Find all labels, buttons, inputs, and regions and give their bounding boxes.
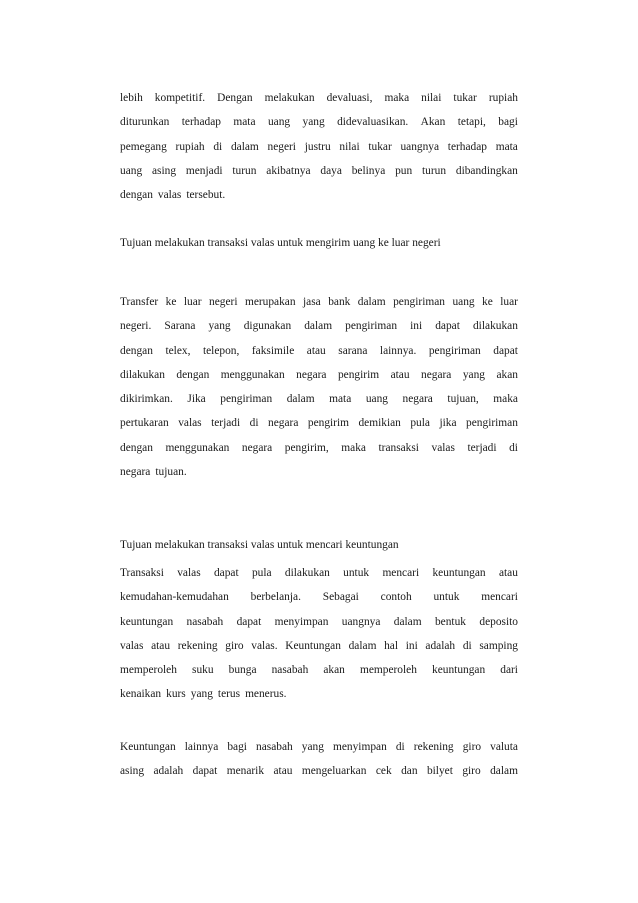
word: di <box>509 441 518 454</box>
word: hal <box>384 639 399 652</box>
paragraph-devaluasi <box>120 86 518 207</box>
word: keuntungan <box>432 567 486 579</box>
heading-mencari-keuntungan: Tujuan melakukan transaksi valas untuk mencari keuntungan <box>120 539 399 551</box>
text-line <box>120 183 518 207</box>
word: dengan <box>176 368 210 381</box>
text-line <box>120 634 518 658</box>
word: contoh <box>380 591 412 604</box>
text-line <box>120 314 518 338</box>
word: nasabah <box>256 741 293 753</box>
word: maka <box>384 92 410 104</box>
word: memperoleh <box>120 664 177 677</box>
word: terjadi <box>467 441 497 454</box>
word: jika <box>439 417 457 430</box>
word: bilyet <box>426 765 453 778</box>
word: rupiah <box>175 140 205 153</box>
word: akan <box>496 368 518 381</box>
word: bagi <box>498 116 518 129</box>
word: negara <box>120 466 151 479</box>
text-line <box>120 585 518 609</box>
word: Keuntungan <box>120 741 176 753</box>
word: uang <box>452 296 475 308</box>
word: maka <box>341 441 366 454</box>
word: tersebut. <box>186 189 226 202</box>
word: bunga <box>228 664 257 677</box>
word: justru <box>304 140 331 153</box>
word: deposito <box>479 615 518 628</box>
word: pengirim, <box>284 441 329 454</box>
word: luar <box>183 296 202 308</box>
text-line <box>120 110 518 134</box>
word: negara <box>268 417 299 430</box>
word: untuk <box>343 567 370 579</box>
word: menjadi <box>185 164 223 177</box>
paragraph-transfer <box>120 290 518 484</box>
word: pengiriman <box>466 417 518 430</box>
word: Akan <box>420 116 446 129</box>
text-line <box>120 135 518 159</box>
paragraph-giro-valuta <box>120 735 518 784</box>
word: memperoleh <box>359 664 417 677</box>
word: dikirimkan. <box>120 393 173 406</box>
word: valuta <box>490 741 518 753</box>
word: nilai <box>339 140 360 153</box>
word: lainnya <box>184 741 219 753</box>
text-line <box>120 682 518 706</box>
word: pertukaran <box>120 417 169 430</box>
word: valas <box>178 417 202 430</box>
word: rekening <box>177 639 218 652</box>
word: dalam <box>304 320 333 333</box>
word: pengirim <box>307 417 349 430</box>
word: rekening <box>413 741 454 753</box>
word: Keuntungan <box>285 639 341 652</box>
word: pula <box>251 567 272 579</box>
word: dibandingkan <box>455 164 518 177</box>
word: keuntungan <box>120 615 174 628</box>
word: atau <box>390 368 410 381</box>
word: negeri <box>209 296 238 308</box>
word: Jika <box>187 393 206 406</box>
word: giro <box>462 741 482 753</box>
word: yang <box>462 368 485 381</box>
word: transaksi <box>378 441 419 454</box>
word: menggunakan <box>220 368 285 381</box>
word: akibatnya <box>266 164 311 177</box>
word: dilakukan <box>284 567 330 579</box>
word: pengirim <box>337 368 380 381</box>
text-line <box>120 387 518 411</box>
word: turun <box>422 164 447 177</box>
word: di <box>395 741 405 753</box>
word: kurs <box>166 688 186 701</box>
text-line <box>120 290 518 314</box>
word: telepon, <box>202 344 240 357</box>
word: di <box>249 417 259 430</box>
word: Transfer <box>120 296 159 308</box>
word: Transaksi <box>120 567 164 579</box>
word: menyimpan <box>333 741 387 753</box>
word: kompetitif. <box>154 92 206 104</box>
word: diturunkan <box>120 116 170 129</box>
word: rupiah <box>488 92 518 104</box>
text-line <box>120 86 518 110</box>
word: digunakan <box>243 320 292 333</box>
word: uangnya <box>400 140 440 153</box>
word: ke <box>482 296 493 308</box>
word: tukar <box>453 92 477 104</box>
word: negara <box>241 441 273 454</box>
word: yang <box>208 320 231 333</box>
word: atau <box>151 639 171 652</box>
word: yang <box>190 688 213 701</box>
word: dalam <box>393 615 422 628</box>
word: devaluasi, <box>326 92 373 104</box>
word: uang <box>365 393 388 406</box>
word: dalam <box>490 765 518 778</box>
word: belinya <box>351 164 386 177</box>
word: daya <box>320 164 342 177</box>
word: dalam <box>348 639 377 652</box>
word: yang <box>301 741 324 753</box>
word: negara <box>402 393 433 406</box>
word: nasabah <box>271 664 309 677</box>
word: asing <box>151 164 177 177</box>
word: uang <box>267 116 291 129</box>
word: asing <box>120 765 145 778</box>
word: maka <box>493 393 518 406</box>
word: didevaluasikan. <box>337 116 409 129</box>
word: valas. <box>251 639 278 652</box>
word: menyimpan <box>274 615 329 628</box>
paragraph-keuntungan <box>120 561 518 707</box>
word: kemudahan-kemudahan <box>120 591 229 604</box>
word: ini <box>410 320 423 333</box>
text-line <box>120 610 518 634</box>
word: bagi <box>227 741 247 753</box>
word: negara <box>296 368 327 381</box>
word: atau <box>306 344 326 357</box>
word: terjadi <box>211 417 241 430</box>
text-line <box>120 460 518 484</box>
text-line <box>120 411 518 435</box>
word: pun <box>395 164 413 177</box>
word: valas <box>177 567 201 579</box>
word: lainnya. <box>379 344 417 357</box>
word: bank <box>328 296 351 308</box>
word: terhadap <box>181 116 221 129</box>
word: merupakan <box>244 296 296 308</box>
word: nasabah <box>186 615 224 628</box>
word: uang <box>120 164 143 177</box>
word: giro <box>225 639 244 652</box>
word: turun <box>232 164 257 177</box>
word: atau <box>498 567 518 579</box>
word: menerus. <box>245 688 287 701</box>
word: bentuk <box>434 615 466 628</box>
word: suku <box>192 664 214 677</box>
word: demikian <box>358 417 401 430</box>
word: terhadap <box>447 140 487 153</box>
word: untuk <box>433 591 460 604</box>
word: ini <box>405 639 418 652</box>
text-line <box>120 658 518 682</box>
word: mencari <box>481 591 518 604</box>
word: cek <box>375 765 392 778</box>
word: pengiriman <box>220 393 273 406</box>
word: menarik <box>226 765 265 778</box>
word: yang <box>302 116 325 129</box>
word: negeri <box>267 140 296 153</box>
word: keuntungan <box>432 664 486 677</box>
word: tujuan. <box>155 466 187 479</box>
word: giro <box>462 765 481 778</box>
word: dapat <box>435 320 460 333</box>
word: mata <box>233 116 256 129</box>
word: faksimile <box>251 344 295 357</box>
word: mencari <box>382 567 420 579</box>
word: Dengan <box>217 92 253 104</box>
word: dapat <box>213 567 239 579</box>
word: adalah <box>425 639 456 652</box>
word: pengiriman <box>393 296 445 308</box>
text-line <box>120 436 518 460</box>
word: dan <box>401 765 418 778</box>
word: dilakukan <box>472 320 518 333</box>
word: dalam <box>286 393 315 406</box>
word: pengiriman <box>345 320 398 333</box>
word: uangnya <box>341 615 381 628</box>
word: dilakukan <box>120 368 165 381</box>
text-line <box>120 339 518 363</box>
word: kenaikan <box>120 688 162 701</box>
word: mengeluarkan <box>301 765 367 778</box>
word: samping <box>479 639 518 652</box>
word: lebih <box>120 92 143 104</box>
word: di <box>213 140 223 153</box>
word: dalam <box>357 296 386 308</box>
word: nilai <box>421 92 442 104</box>
word: menggunakan <box>165 441 230 454</box>
word: pula <box>410 417 430 430</box>
text-line <box>120 735 518 759</box>
text-line <box>120 561 518 585</box>
word: dapat <box>493 344 518 357</box>
word: dapat <box>236 615 262 628</box>
word: tukar <box>368 140 392 153</box>
word: valas <box>120 639 144 652</box>
text-line <box>120 759 518 783</box>
word: akan <box>323 664 345 677</box>
word: melakukan <box>264 92 315 104</box>
word: mata <box>495 140 518 153</box>
word: valas <box>431 441 455 454</box>
word: mata <box>329 393 352 406</box>
word: jasa <box>303 296 321 308</box>
word: telex, <box>165 344 191 357</box>
word: tujuan, <box>447 393 479 406</box>
word: sarana <box>338 344 368 357</box>
word: dalam <box>230 140 259 153</box>
word: berbelanja. <box>250 591 301 604</box>
word: negara <box>421 368 452 381</box>
heading-mengirim-uang: Tujuan melakukan transaksi valas untuk mengirim uang ke luar negeri <box>120 237 441 249</box>
word: Sebagai <box>322 591 359 604</box>
word: terus <box>217 688 241 701</box>
word: di <box>462 639 472 652</box>
text-line <box>120 159 518 183</box>
word: Sarana <box>164 320 196 333</box>
text-line <box>120 363 518 387</box>
word: valas <box>157 189 182 202</box>
word: dari <box>500 664 518 677</box>
word: negeri. <box>120 320 152 333</box>
word: dengan <box>120 189 153 202</box>
word: dengan <box>120 441 153 454</box>
word: ke <box>165 296 177 308</box>
word: luar <box>500 296 518 308</box>
word: pengiriman <box>428 344 481 357</box>
word: dengan <box>120 344 153 357</box>
word: pemegang <box>120 140 167 153</box>
word: tetapi, <box>457 116 486 129</box>
word: adalah <box>153 765 184 778</box>
word: dapat <box>192 765 218 778</box>
word: atau <box>273 765 293 778</box>
